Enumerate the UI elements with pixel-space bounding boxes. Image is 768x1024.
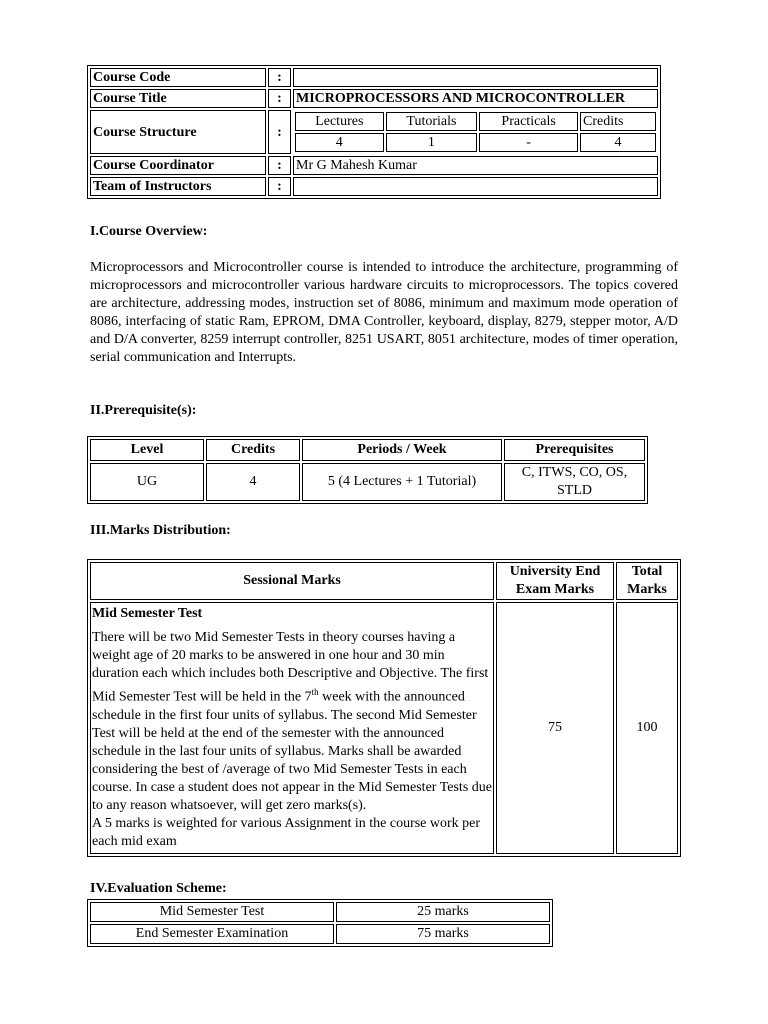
team-instructors-value bbox=[293, 177, 658, 196]
course-code-value bbox=[293, 68, 658, 87]
course-structure-row bbox=[90, 110, 658, 154]
evaluation-heading: IV.Evaluation Scheme: bbox=[90, 881, 227, 896]
structure-header-practicals: Practicals bbox=[479, 112, 578, 131]
course-title-label: Course Title bbox=[90, 89, 266, 108]
evaluation-table bbox=[87, 899, 553, 947]
mid-text-part-1: There will be two Mid Semester Tests in theory courses having a weight age of 20 marks to be answered in one hour and 30 min duration each which includes both Descriptive and Objective. The first Mid Semester Test will be held in the 7 bbox=[92, 630, 489, 705]
overview-heading: I.Course Overview: bbox=[90, 224, 208, 239]
value-level: UG bbox=[90, 463, 204, 501]
mid-semester-description bbox=[92, 629, 492, 815]
prerequisites-heading: II.Prerequisite(s): bbox=[90, 403, 197, 418]
course-structure-table bbox=[293, 110, 658, 154]
overview-text: Microprocessors and Microcontroller course is intended to introduce the architecture, programming of microprocessors and microcontroller various hardware circuits to microprocessors. The topics covered are architecture, addressing modes, instruction set of 8086, minimum and maximum mode operation of 8086, interfacing of static Ram, EPROM, DMA Controller, keyboard, display, 8279, stepper motor, A/D and D/A converter, 8259 interrupt controller, 8251 USART, 8051 architecture, modes of timer operation, serial communication and Interrupts. bbox=[90, 260, 678, 365]
header-sessional: Sessional Marks bbox=[90, 562, 494, 600]
mid-semester-title: Mid Semester Test bbox=[92, 606, 203, 621]
course-code-label: Course Code bbox=[90, 68, 266, 87]
course-coordinator-label: Course Coordinator bbox=[90, 156, 266, 175]
team-instructors-row bbox=[90, 177, 658, 196]
prerequisites-data-row bbox=[90, 463, 645, 501]
evaluation-row bbox=[90, 924, 550, 944]
course-coordinator-row bbox=[90, 156, 658, 175]
colon: : bbox=[268, 89, 291, 108]
structure-header-lectures: Lectures bbox=[295, 112, 384, 131]
colon: : bbox=[268, 156, 291, 175]
header-credits: Credits bbox=[206, 439, 300, 461]
evaluation-row bbox=[90, 902, 550, 922]
sessional-cell bbox=[90, 602, 494, 854]
header-university: University End Exam Marks bbox=[496, 562, 614, 600]
colon: : bbox=[268, 110, 291, 154]
team-instructors-label: Team of Instructors bbox=[90, 177, 266, 196]
marks-table bbox=[87, 559, 681, 857]
course-title-value: MICROPROCESSORS AND MICROCONTROLLER bbox=[293, 89, 658, 108]
course-coordinator-value: Mr G Mahesh Kumar bbox=[293, 156, 658, 175]
evaluation-value: 25 marks bbox=[336, 902, 550, 922]
header-periods: Periods / Week bbox=[302, 439, 502, 461]
header-total: Total Marks bbox=[616, 562, 678, 600]
course-code-row bbox=[90, 68, 658, 87]
evaluation-name: Mid Semester Test bbox=[90, 902, 334, 922]
structure-value-lectures: 4 bbox=[295, 133, 384, 152]
structure-value-practicals: - bbox=[479, 133, 578, 152]
course-info-table bbox=[87, 65, 661, 199]
value-periods: 5 (4 Lectures + 1 Tutorial) bbox=[302, 463, 502, 501]
mid-text-superscript: th bbox=[311, 687, 319, 697]
colon: : bbox=[268, 68, 291, 87]
assignment-note: A 5 marks is weighted for various Assignment in the course work per each mid exam bbox=[92, 815, 481, 849]
header-prerequisites: Prerequisites bbox=[504, 439, 645, 461]
total-marks-value: 100 bbox=[616, 602, 678, 854]
mid-text-part-2: week with the announced schedule in the first four units of syllabus. The second Mid Semester Test will be held at the end of the semester with the announced schedule in the last four units of syllabus. Marks shall be awarded considering the best of /average of two Mid Semester Tests in each course. In case a student does not appear in the Mid Semester Tests due to any reason whatsoever, will get zero marks(s). bbox=[92, 689, 492, 813]
value-credits: 4 bbox=[206, 463, 300, 501]
marks-heading: III.Marks Distribution: bbox=[90, 523, 231, 538]
structure-value-credits: 4 bbox=[580, 133, 656, 152]
prerequisites-table bbox=[87, 436, 648, 504]
course-structure-label: Course Structure bbox=[90, 110, 266, 154]
evaluation-name: End Semester Examination bbox=[90, 924, 334, 944]
course-structure-cell bbox=[293, 110, 658, 154]
structure-header-credits: Credits bbox=[580, 112, 656, 131]
course-title-row bbox=[90, 89, 658, 108]
marks-header-row bbox=[90, 562, 678, 600]
university-marks-value: 75 bbox=[496, 602, 614, 854]
prerequisites-header-row bbox=[90, 439, 645, 461]
header-level: Level bbox=[90, 439, 204, 461]
colon: : bbox=[268, 177, 291, 196]
structure-value-tutorials: 1 bbox=[386, 133, 478, 152]
marks-data-row bbox=[90, 602, 678, 854]
structure-header-tutorials: Tutorials bbox=[386, 112, 478, 131]
evaluation-value: 75 marks bbox=[336, 924, 550, 944]
value-prerequisites: C, ITWS, CO, OS, STLD bbox=[504, 463, 645, 501]
